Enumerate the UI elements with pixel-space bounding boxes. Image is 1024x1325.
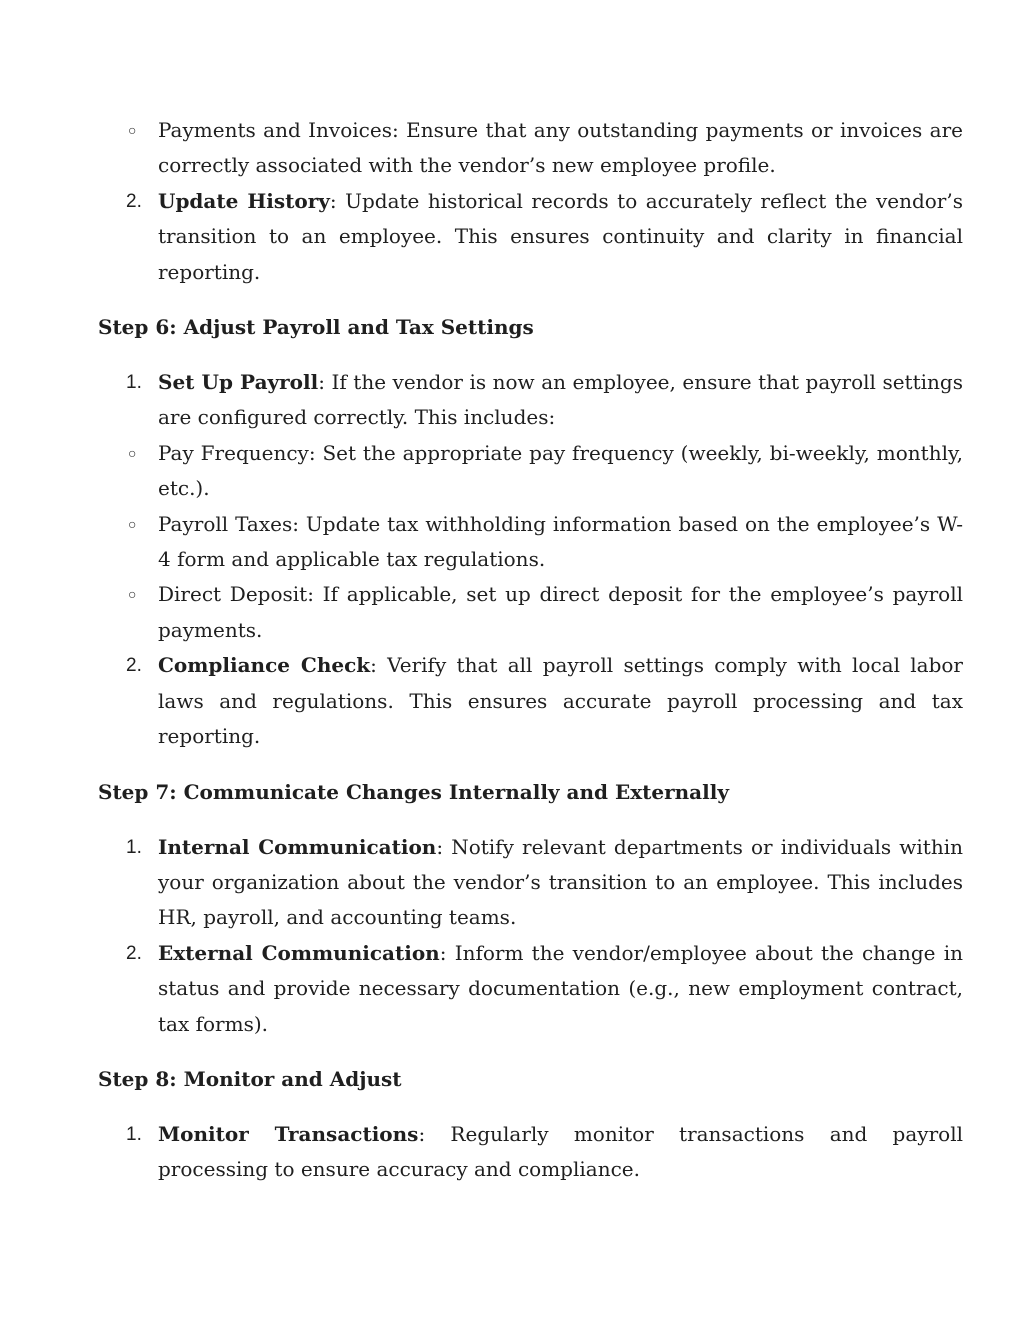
list-item-term: External Communication [158, 940, 440, 965]
list-item-text: : Notify relevant departments or individuals within your organization about the vendor’s transition to an employee. This includes HR, payroll, and accounting teams. [158, 834, 963, 930]
section-heading: Step 8: Monitor and Adjust [98, 1066, 402, 1091]
list-item-term: Compliance Check [158, 653, 371, 678]
bullet-marker: ○ [128, 515, 137, 532]
bullet-marker: ○ [128, 586, 137, 603]
list-item-text: : Inform the vendor/employee about the change in status and provide necessary documentation (e.g., new employment contract, tax forms). [158, 940, 963, 1036]
bullet-marker: ○ [128, 444, 137, 461]
list-item [98, 936, 963, 1042]
document-page [98, 113, 963, 1188]
list-item [98, 1117, 963, 1188]
list-item-term: Set Up Payroll [158, 370, 319, 395]
list-item [98, 648, 963, 754]
number-marker: 2. [126, 942, 142, 964]
section-heading: Step 7: Communicate Changes Internally and Externally [98, 779, 729, 804]
list-item-text: : If the vendor is now an employee, ensure that payroll settings are configured correctly. This includes: [158, 370, 963, 430]
list-item [98, 436, 963, 507]
list-item-term: Monitor Transactions [158, 1121, 419, 1146]
list-item [98, 365, 963, 436]
number-marker: 2. [126, 190, 142, 212]
list-item-term: Internal Communication [158, 834, 437, 859]
list-item-text: : Update historical records to accurately reflect the vendor’s transition to an employee. This ensures continuity and clarity in financial reporting. [158, 188, 963, 284]
list-item-text: Payroll Taxes: Update tax withholding information based on the employee’s W-4 form and applicable tax regulations. [158, 511, 963, 572]
bullet-marker: ○ [128, 122, 137, 138]
list-item-text: : Regularly monitor transactions and payroll processing to ensure accuracy and compliance. [158, 1121, 963, 1182]
list-item-term: Update History [158, 188, 330, 213]
number-marker: 1. [126, 836, 142, 858]
list-item [98, 113, 963, 184]
list-item-text: Pay Frequency: Set the appropriate pay frequency (weekly, bi-weekly, monthly, etc.). [158, 440, 963, 501]
list-item [98, 184, 963, 290]
section-heading: Step 6: Adjust Payroll and Tax Settings [98, 315, 534, 340]
list-item-text: : Verify that all payroll settings comply with local labor laws and regulations. This ensures accurate payroll processing and tax reporting. [158, 653, 963, 749]
list-item [98, 507, 963, 578]
number-marker: 1. [126, 372, 142, 394]
number-marker: 2. [126, 655, 142, 677]
number-marker: 1. [126, 1123, 142, 1145]
list-item [98, 577, 963, 648]
list-item-text: Payments and Invoices: Ensure that any outstanding payments or invoices are correctly associated with the vendor’s new employee profile. [158, 118, 963, 178]
list-item [98, 830, 963, 936]
list-item-text: Direct Deposit: If applicable, set up direct deposit for the employee’s payroll payments. [158, 582, 963, 642]
